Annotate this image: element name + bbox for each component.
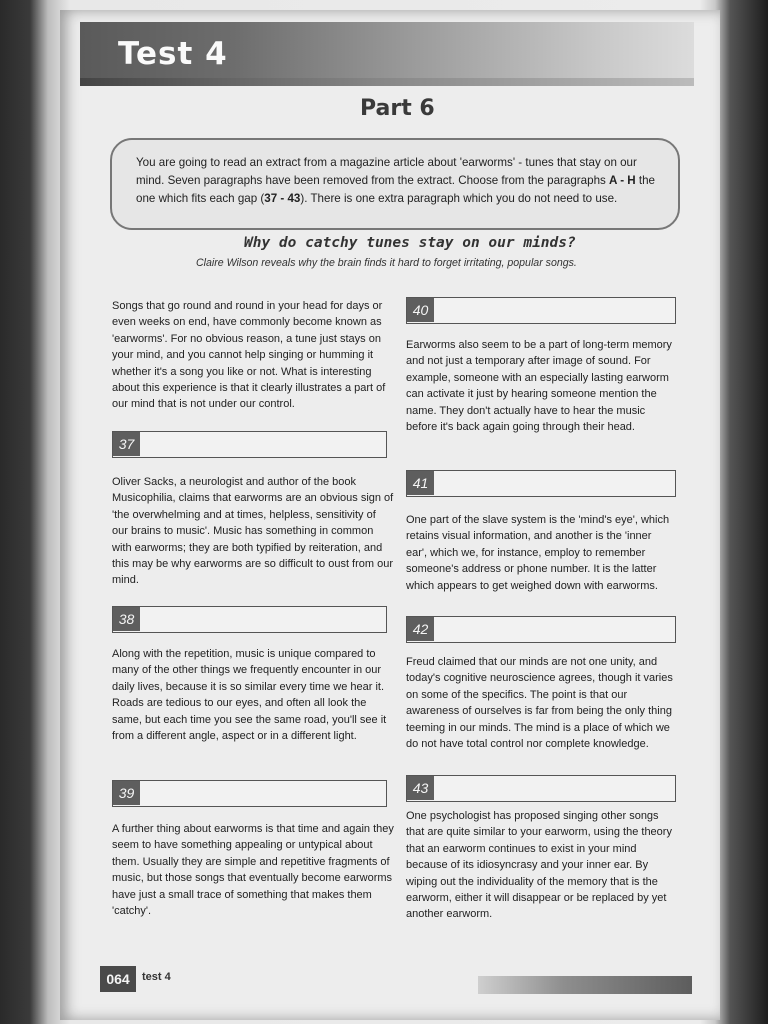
paragraph-after-43: One psychologist has proposed singing other songs that are quite similar to your earworm, using the theory that an earworm continues to exist in your mind because of its idiosyncrasy and your inner ear. By wiping out the individuality of the memory that is the earworm, either it will disappear or be replaced by yet another earworm. [406, 810, 672, 921]
instructions-box [110, 138, 680, 230]
instructions-text-3: ). There is one extra paragraph which you do not need to use. [300, 192, 618, 205]
gap-37-number: 37 [113, 432, 140, 456]
footer-band [478, 976, 692, 994]
paragraph-after-41: One part of the slave system is the 'mind's eye', which retains visual information, and another is the 'inner ear', which we, for instance, employ to remember someone's address or phone number. It is the latter which appears to get weighed down with earworms. [406, 514, 670, 592]
gap-43-answer-box[interactable] [406, 775, 676, 802]
part-title: Part 6 [360, 96, 435, 121]
page-number: 064 [100, 966, 136, 992]
instructions-letters: A - H [609, 174, 636, 187]
gap-39-answer-box[interactable] [112, 780, 387, 807]
gap-41-answer-box[interactable] [406, 470, 676, 497]
footer-label: test 4 [142, 971, 171, 983]
gap-38-number: 38 [113, 607, 140, 631]
paragraph-after-42: Freud claimed that our minds are not one unity, and today's cognitive neuroscience agrees, though it varies on some of the specifics. The point is that our awareness of ourselves is far from being the only thing teeming in our minds. The mind is a place of which we do not have total control nor complete knowledge. [406, 656, 673, 751]
instructions-text-1: You are going to read an extract from a magazine article about 'earworms' - tunes that stay on our mind. Seven paragraphs have been removed from the extract. Choose from the paragraphs [136, 156, 637, 187]
paragraph-after-39: A further thing about earworms is that time and again they seem to have something appealing or untypical about them. Usually they are simple and repetitive fragments of music, but those songs that eventually become earworms have just a small trace of something that makes them 'catchy'. [112, 823, 394, 918]
gap-42-number: 42 [407, 617, 434, 641]
instructions-gap-range: 37 - 43 [264, 192, 301, 205]
gap-39-number: 39 [113, 781, 140, 805]
article-subtitle: Claire Wilson reveals why the brain finds it hard to forget irritating, popular songs. [196, 257, 577, 269]
article-title: Why do catchy tunes stay on our minds? [244, 235, 576, 251]
gap-37-answer-box[interactable] [112, 431, 387, 458]
gap-40-number: 40 [407, 298, 434, 322]
gap-41-number: 41 [407, 471, 434, 495]
test-title: Test 4 [118, 36, 228, 72]
gap-38-answer-box[interactable] [112, 606, 387, 633]
gap-43-number: 43 [407, 776, 434, 800]
gap-42-answer-box[interactable] [406, 616, 676, 643]
gap-40-answer-box[interactable] [406, 297, 676, 324]
paragraph-after-40: Earworms also seem to be a part of long-term memory and not just a temporary after image of sound. For example, someone with an especially lasting earworm can activate it just by hearing someone mention the name. They don't actually have to hear the music before it's back again going through their head. [406, 339, 672, 434]
paragraph-after-37: Oliver Sacks, a neurologist and author of the book Musicophilia, claims that earworms are an obvious sign of 'the overwhelming and at times, helpless, sensitivity of our brains to music'. Music has something in common with earworms; they are both typified by reiteration, and this may be why earworms are so difficult to oust from our mind. [112, 476, 394, 587]
paragraph-intro: Songs that go round and round in your head for days or even weeks on end, have commonly become known as 'earworms'. For no obvious reason, a tune just stays on your mind, and you cannot help singing or humming it whether it's a song you like or not. What is interesting about this experience is that it clearly illustrates a part of our mind that is not under our control. [112, 300, 386, 411]
paragraph-after-38: Along with the repetition, music is unique compared to many of the other things we frequently encounter in our daily lives, because it is so similar every time we hear it. Roads are tedious to our eyes, and often all look the same, but each time you see the same road, you'll see it from a different angle, aspect or in a different light. [112, 648, 387, 743]
instructions-text-2: the one which fits each gap ( [136, 174, 655, 205]
